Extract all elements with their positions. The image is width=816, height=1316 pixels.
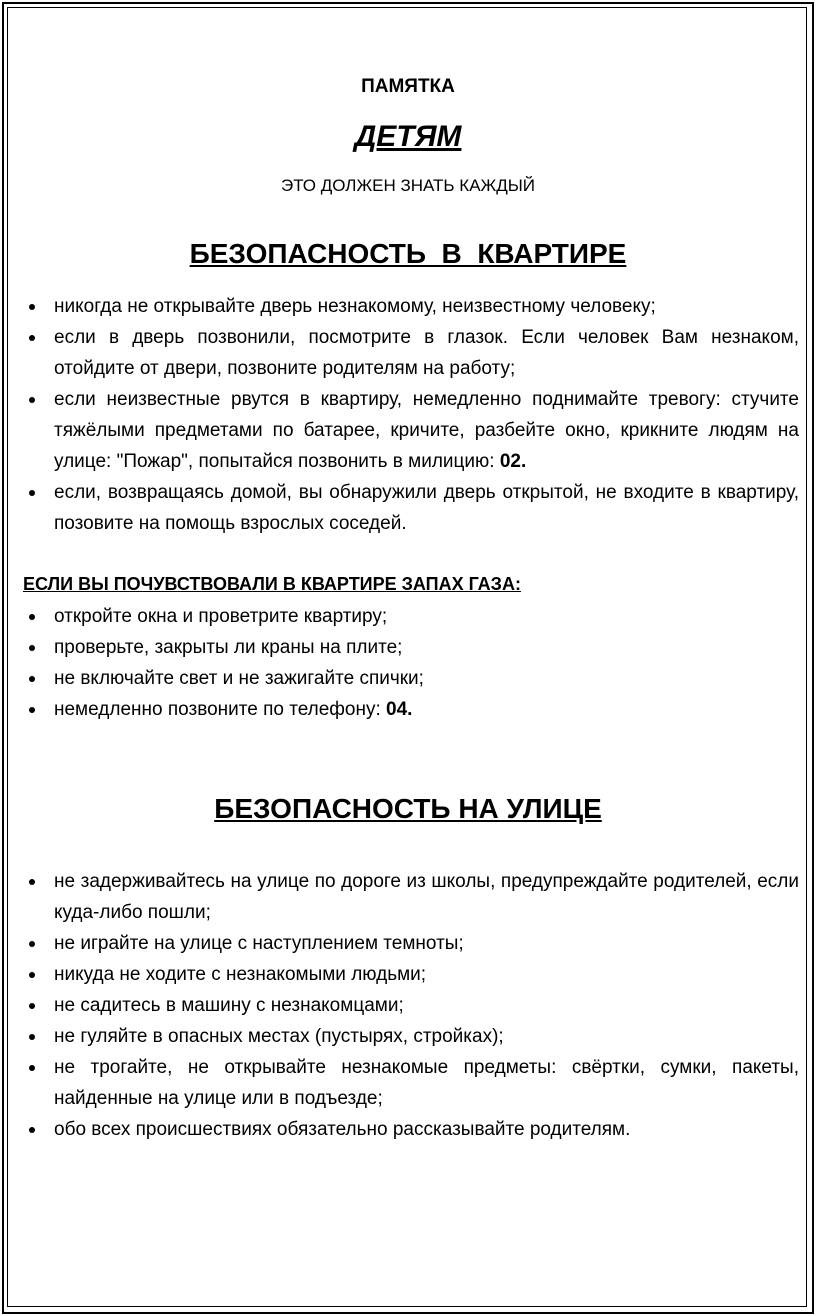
list-item-text: если неизвестные рвутся в квартиру, немедленно поднимайте тревогу: стучите тяжёлыми предметами по батарее, кричите, разбейте окно, крикните людям на улице: "Пожар", попытайся позвонить в милицию: — [54, 389, 799, 472]
bullet-icon — [29, 879, 35, 885]
list-item — [23, 1021, 799, 1052]
list-item-text: не включайте свет и не зажигайте спички; — [54, 668, 424, 689]
leaflet-title: ПАМЯТКА — [361, 76, 455, 97]
bullet-icon — [29, 1003, 35, 1009]
list-item-text: обо всех происшествиях обязательно рассказывайте родителям. — [54, 1119, 631, 1140]
list-item-text: не трогайте, не открывайте незнакомые предметы: свёртки, сумки, пакеты, найденные на улице или в подъезде; — [54, 1057, 799, 1109]
bullet-icon — [29, 645, 35, 651]
list-item-text: никуда не ходите с незнакомыми людьми; — [54, 964, 427, 985]
bullet-icon — [29, 676, 35, 682]
list-item — [23, 663, 799, 694]
list-item — [23, 322, 799, 384]
list-item — [23, 632, 799, 663]
section-home-list — [23, 291, 799, 539]
bullet-icon — [29, 397, 35, 403]
bullet-icon — [29, 490, 35, 496]
bullet-icon — [29, 972, 35, 978]
phone-number: 04. — [386, 699, 413, 720]
list-item — [23, 384, 799, 477]
list-item — [23, 291, 799, 322]
list-item-text: если в дверь позвонили, посмотрите в глазок. Если человек Вам незнаком, отойдите от двери, позвоните родителям на работу; — [54, 327, 799, 379]
leaflet-subtitle: ДЕТЯМ — [354, 120, 462, 153]
section-street-list — [23, 866, 799, 1145]
list-item — [23, 990, 799, 1021]
section-gas-heading: ЕСЛИ ВЫ ПОЧУВСТВОВАЛИ В КВАРТИРЕ ЗАПАХ ГАЗА: — [23, 574, 521, 594]
section-home-heading: БЕЗОПАСНОСТЬ В КВАРТИРЕ — [189, 238, 627, 269]
list-item — [23, 866, 799, 928]
phone-number: 02. — [499, 451, 527, 472]
bullet-icon — [29, 1065, 35, 1071]
list-item-text: откройте окна и проветрите квартиру; — [54, 606, 388, 627]
bullet-icon — [29, 304, 35, 310]
list-item — [23, 477, 799, 539]
list-item-text: не садитесь в машину с незнакомцами; — [54, 995, 404, 1016]
bullet-icon — [29, 1034, 35, 1040]
bullet-icon — [29, 941, 35, 947]
list-item-text: не гуляйте в опасных местах (пустырях, стройках); — [54, 1026, 504, 1047]
list-item-text: не задерживайтесь на улице по дороге из школы, предупреждайте родителей, если куда-либо пошли; — [54, 871, 799, 923]
bullet-icon — [29, 1127, 35, 1133]
list-item-text: проверьте, закрыты ли краны на плите; — [54, 637, 403, 658]
list-item-text: никогда не открывайте дверь незнакомому, неизвестному человеку; — [54, 296, 656, 317]
list-item — [23, 1114, 799, 1145]
bullet-icon — [29, 335, 35, 341]
list-item — [23, 959, 799, 990]
list-item-text: если, возвращаясь домой, вы обнаружили дверь открытой, не входите в квартиру, позовите на помощь взрослых соседей. — [54, 482, 799, 534]
section-gas-list — [23, 601, 799, 725]
list-item — [23, 601, 799, 632]
leaflet-tagline: ЭТО ДОЛЖЕН ЗНАТЬ КАЖДЫЙ — [280, 176, 536, 195]
list-item — [23, 694, 799, 725]
list-item — [23, 1052, 799, 1114]
bullet-icon — [29, 707, 35, 713]
bullet-icon — [29, 614, 35, 620]
section-street-heading: БЕЗОПАСНОСТЬ НА УЛИЦЕ — [214, 793, 602, 824]
list-item — [23, 928, 799, 959]
list-item-text: не играйте на улице с наступлением темноты; — [54, 933, 464, 954]
list-item-text: немедленно позвоните по телефону: — [54, 699, 387, 720]
